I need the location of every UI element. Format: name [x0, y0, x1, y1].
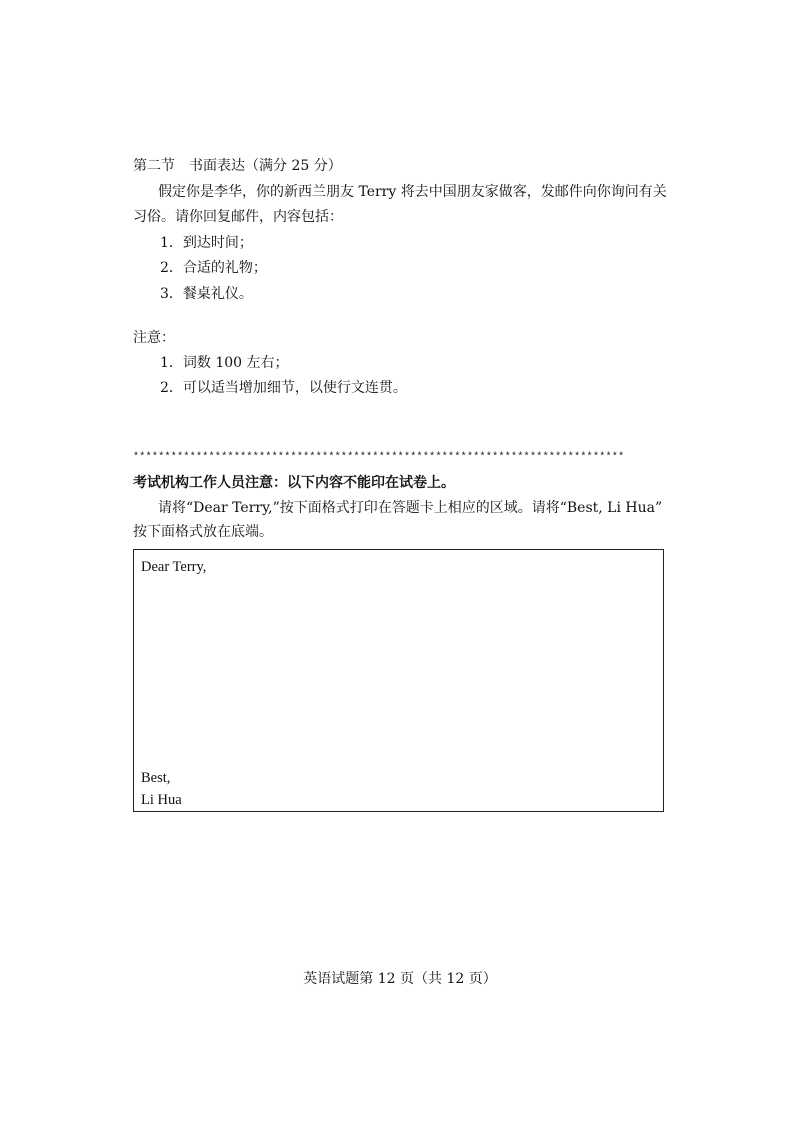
requirement-item: 3．餐桌礼仪。: [160, 286, 253, 302]
requirement-item: 1．到达时间；: [160, 235, 253, 251]
note-item: 1．词数 100 左右；: [160, 355, 289, 371]
letter-closing: Best,: [141, 770, 171, 786]
page-footer: 英语试题第 12 页（共 12 页）: [303, 971, 497, 987]
staff-notice-heading: 考试机构工作人员注意：以下内容不能印在试卷上。: [133, 475, 455, 491]
staff-notice-line-2: 按下面格式放在底端。: [133, 524, 273, 540]
prompt-line-1: 假定你是李华，你的新西兰朋友 Terry 将去中国朋友家做客，发邮件向你询问有关: [158, 184, 667, 200]
note-item: 2．可以适当增加细节，以使行文连贯。: [160, 380, 407, 396]
divider-stars: ******************************************************************************: [133, 452, 625, 463]
section-title: 第二节 书面表达（满分 25 分）: [133, 158, 342, 174]
requirement-item: 2．合适的礼物；: [160, 260, 267, 276]
staff-notice-line-1: 请将“Dear Terry,”按下面格式打印在答题卡上相应的区域。请将“Best, Li Hua”: [158, 500, 663, 516]
letter-greeting: Dear Terry,: [141, 559, 207, 575]
letter-signature: Li Hua: [141, 792, 182, 808]
answer-box: [133, 549, 664, 812]
notes-heading: 注意：: [133, 330, 175, 346]
prompt-line-2: 习俗。请你回复邮件，内容包括：: [133, 209, 343, 225]
